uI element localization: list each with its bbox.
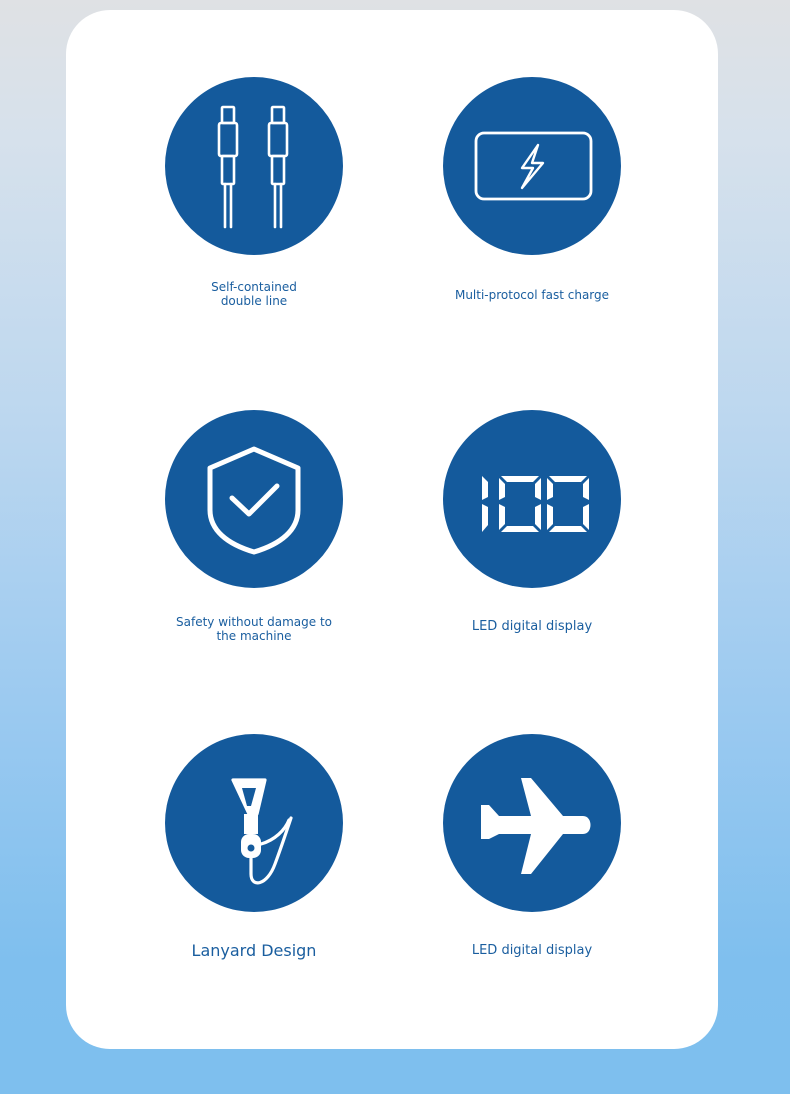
- feature-airplane: [412, 734, 652, 958]
- lanyard-icon: [165, 734, 343, 912]
- feature-safety: [134, 410, 374, 643]
- feature-led-display: [412, 410, 652, 634]
- feature-lanyard: [134, 734, 374, 960]
- feature-label: Self-contained double line: [211, 280, 297, 308]
- shield-check-icon: [165, 410, 343, 588]
- feature-label: Multi-protocol fast charge: [454, 288, 610, 302]
- feature-label: LED digital display: [471, 943, 593, 958]
- features-card: [66, 10, 718, 1049]
- fast-charge-battery-icon: [443, 77, 621, 255]
- feature-label: Safety without damage to the machine: [176, 615, 332, 643]
- feature-double-line: [134, 77, 374, 308]
- feature-label: LED digital display: [471, 619, 593, 634]
- feature-label: Lanyard Design: [191, 941, 317, 960]
- double-cable-icon: [165, 77, 343, 255]
- feature-fast-charge: [412, 77, 652, 302]
- digital-display-100-icon: [443, 410, 621, 588]
- airplane-icon: [443, 734, 621, 912]
